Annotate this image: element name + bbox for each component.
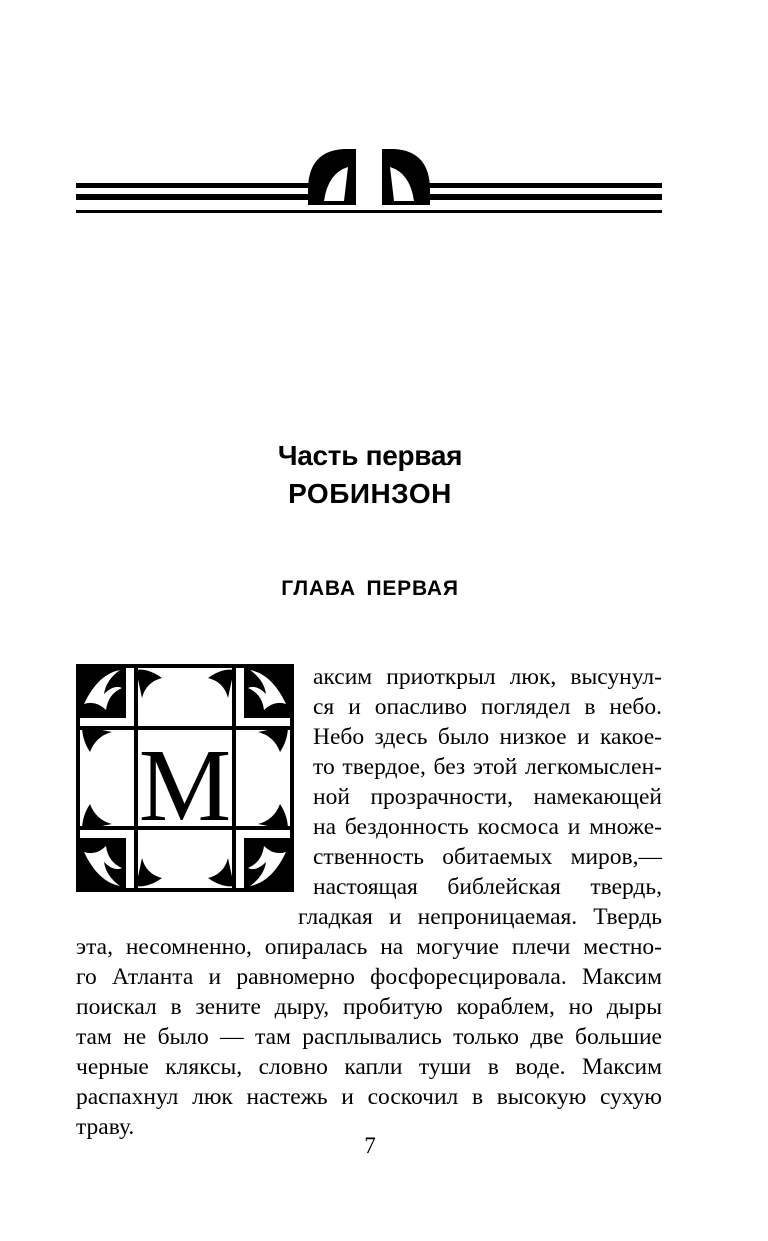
drop-cap-letter: М — [138, 728, 232, 843]
text-line: то твердое, без этой легкомыслен- — [313, 754, 662, 780]
text-line: аксим приоткрыл люк, высунул- — [313, 664, 662, 690]
part-label: Часть первая — [277, 440, 463, 471]
chapter-title: ГЛАВА ПЕРВАЯ — [281, 577, 459, 600]
text-line: Небо здесь было низкое и какое- — [313, 724, 662, 750]
text-line: эта, несомненно, опиралась на могучие плечи местно- — [76, 934, 662, 960]
chapter-ornament — [76, 143, 662, 217]
text-line: там не было — там расплывались только две большие — [76, 1024, 662, 1050]
text-line: на бездонность космоса и множе- — [313, 814, 662, 840]
text-line: го Атланта и равномерно фосфоресцировала. Максим — [76, 964, 662, 990]
part-title: РОБИНЗОН — [288, 478, 452, 509]
text-line: черные кляксы, словно капли туши в воде. Максим — [76, 1054, 662, 1080]
text-line: траву. — [76, 1114, 135, 1140]
text-line: ственность обитаемых миров,— — [313, 844, 662, 870]
text-line: настоящая библейская твердь, — [313, 874, 662, 900]
text-line: ной прозрачности, намекающей — [313, 784, 662, 810]
text-line: ся и опасливо поглядел в небо. — [313, 694, 662, 720]
text-line: гладкая и непроницаемая. Твердь — [298, 904, 662, 930]
drop-cap — [76, 664, 294, 892]
text-line: поискал в зените дыру, пробитую кораблем, но дыры — [76, 994, 662, 1020]
text-line: распахнул люк настежь и соскочил в высокую сухую — [76, 1084, 662, 1110]
page-number: 7 — [364, 1133, 376, 1158]
